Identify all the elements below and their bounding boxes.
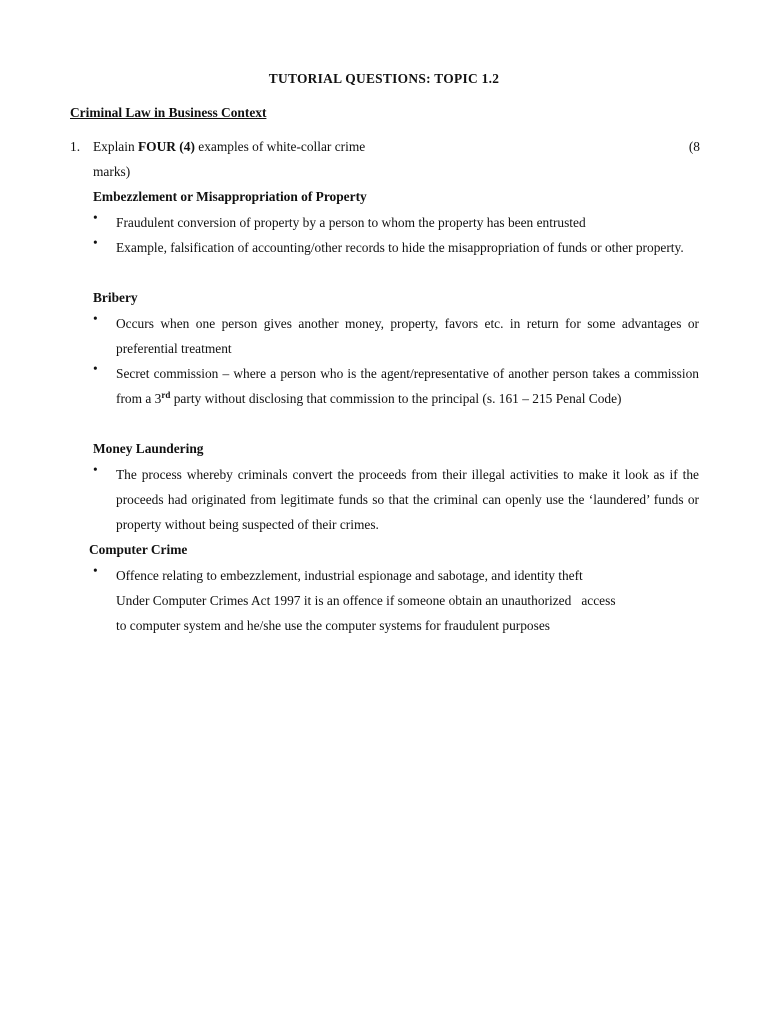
question-prefix: Explain — [93, 139, 138, 154]
bullet-icon: • — [93, 235, 98, 250]
bullet-text: Occurs when one person gives another money, property, favors etc. in return for some advantages or preferential treatment — [116, 316, 699, 357]
bullet-text: The process whereby criminals convert the proceeds from their illegal activities to make it look as if the proceeds had originated from legitimate funds so that the criminal can openly use the ‘laundered’ funds or property without being suspected of their crimes. — [116, 467, 699, 533]
bullet-icon: • — [93, 462, 98, 477]
bullet-text: Offence relating to embezzlement, industrial espionage and sabotage, and identity theft — [116, 568, 583, 583]
bullet-text — [116, 361, 699, 411]
question-marks-close: marks) — [93, 164, 131, 179]
secret-commission-text-a: Secret commission – where a person who is the agent/representative of another person takes a commission from a 3 — [116, 366, 699, 407]
section-heading-computer-crime: Computer Crime — [89, 542, 188, 557]
bullet-icon: • — [93, 311, 98, 326]
question-suffix: examples of white-collar crime — [194, 139, 366, 154]
question-text — [93, 139, 365, 155]
section-heading-embezzlement: Embezzlement or Misappropriation of Property — [93, 189, 367, 204]
section-heading-bribery: Bribery — [93, 290, 138, 305]
question-emphasis: FOUR (4) — [138, 139, 195, 154]
bullet-text: Fraudulent conversion of property by a person to whom the property has been entrusted — [116, 215, 586, 230]
page-title: TUTORIAL QUESTIONS: TOPIC 1.2 — [268, 71, 500, 86]
secret-commission-text-b: party without disclosing that commission to the principal (s. 161 – 215 Penal Code) — [170, 391, 622, 407]
question-number: 1. — [70, 139, 81, 154]
ordinal-superscript: rd — [161, 390, 171, 401]
section-heading-money-laundering: Money Laundering — [93, 441, 204, 456]
bullet-icon: • — [93, 210, 98, 225]
computer-crimes-act-line-2: to computer system and he/she use the computer systems for fraudulent purposes — [116, 618, 550, 633]
question-marks-open: (8 — [688, 139, 700, 154]
bullet-text: Example, falsification of accounting/other records to hide the misappropriation of funds or other property. — [116, 240, 684, 255]
bullet-icon: • — [93, 563, 98, 578]
computer-crimes-act-line-1: Under Computer Crimes Act 1997 it is an offence if someone obtain an unauthorized access — [116, 593, 616, 608]
bullet-icon: • — [93, 361, 98, 376]
page-subtitle: Criminal Law in Business Context — [70, 105, 267, 120]
